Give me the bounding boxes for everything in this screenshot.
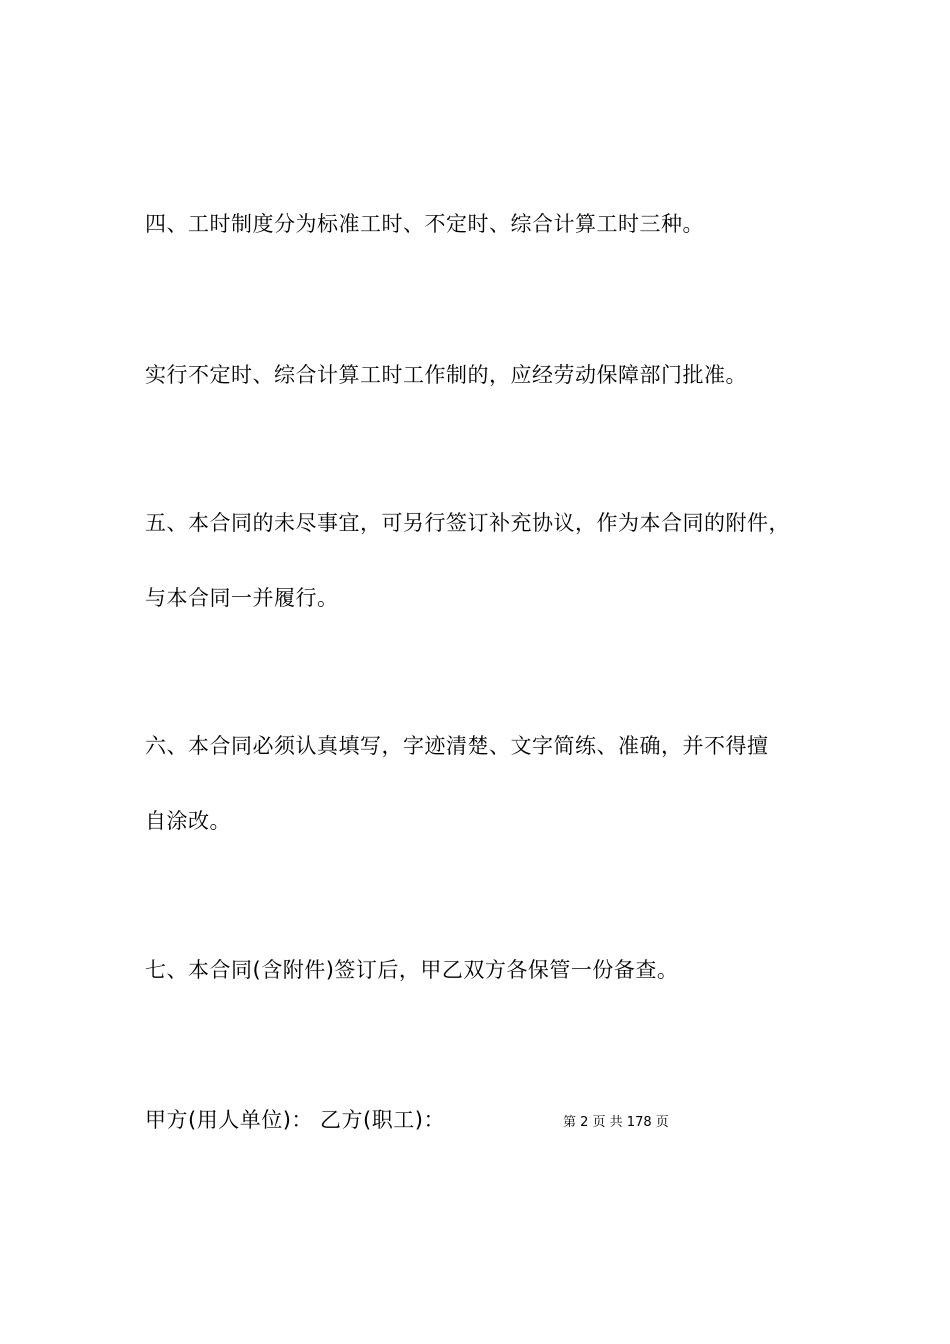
clause-5-line-1: 五、本合同的未尽事宜，可另行签订补充协议，作为本合同的附件，	[145, 511, 790, 535]
clause-5-line-2: 与本合同一并履行。	[145, 586, 339, 610]
clause-6-line-2: 自涂改。	[145, 809, 231, 833]
clause-6-line-1: 六、本合同必须认真填写，字迹清楚、文字简练、准确，并不得擅	[145, 734, 769, 758]
clause-4-line-2: 实行不定时、综合计算工时工作制的，应经劳动保障部门批准。	[145, 363, 747, 387]
clause-4-line-1: 四、工时制度分为标准工时、不定时、综合计算工时三种。	[145, 212, 704, 236]
signature-parties-line: 甲方(用人单位)： 乙方(职工)：	[145, 1108, 445, 1132]
page-number: 第 2 页 共 178 页	[563, 1115, 669, 1130]
clause-7-line-1: 七、本合同(含附件)签订后，甲乙双方各保管一份备查。	[145, 958, 679, 982]
